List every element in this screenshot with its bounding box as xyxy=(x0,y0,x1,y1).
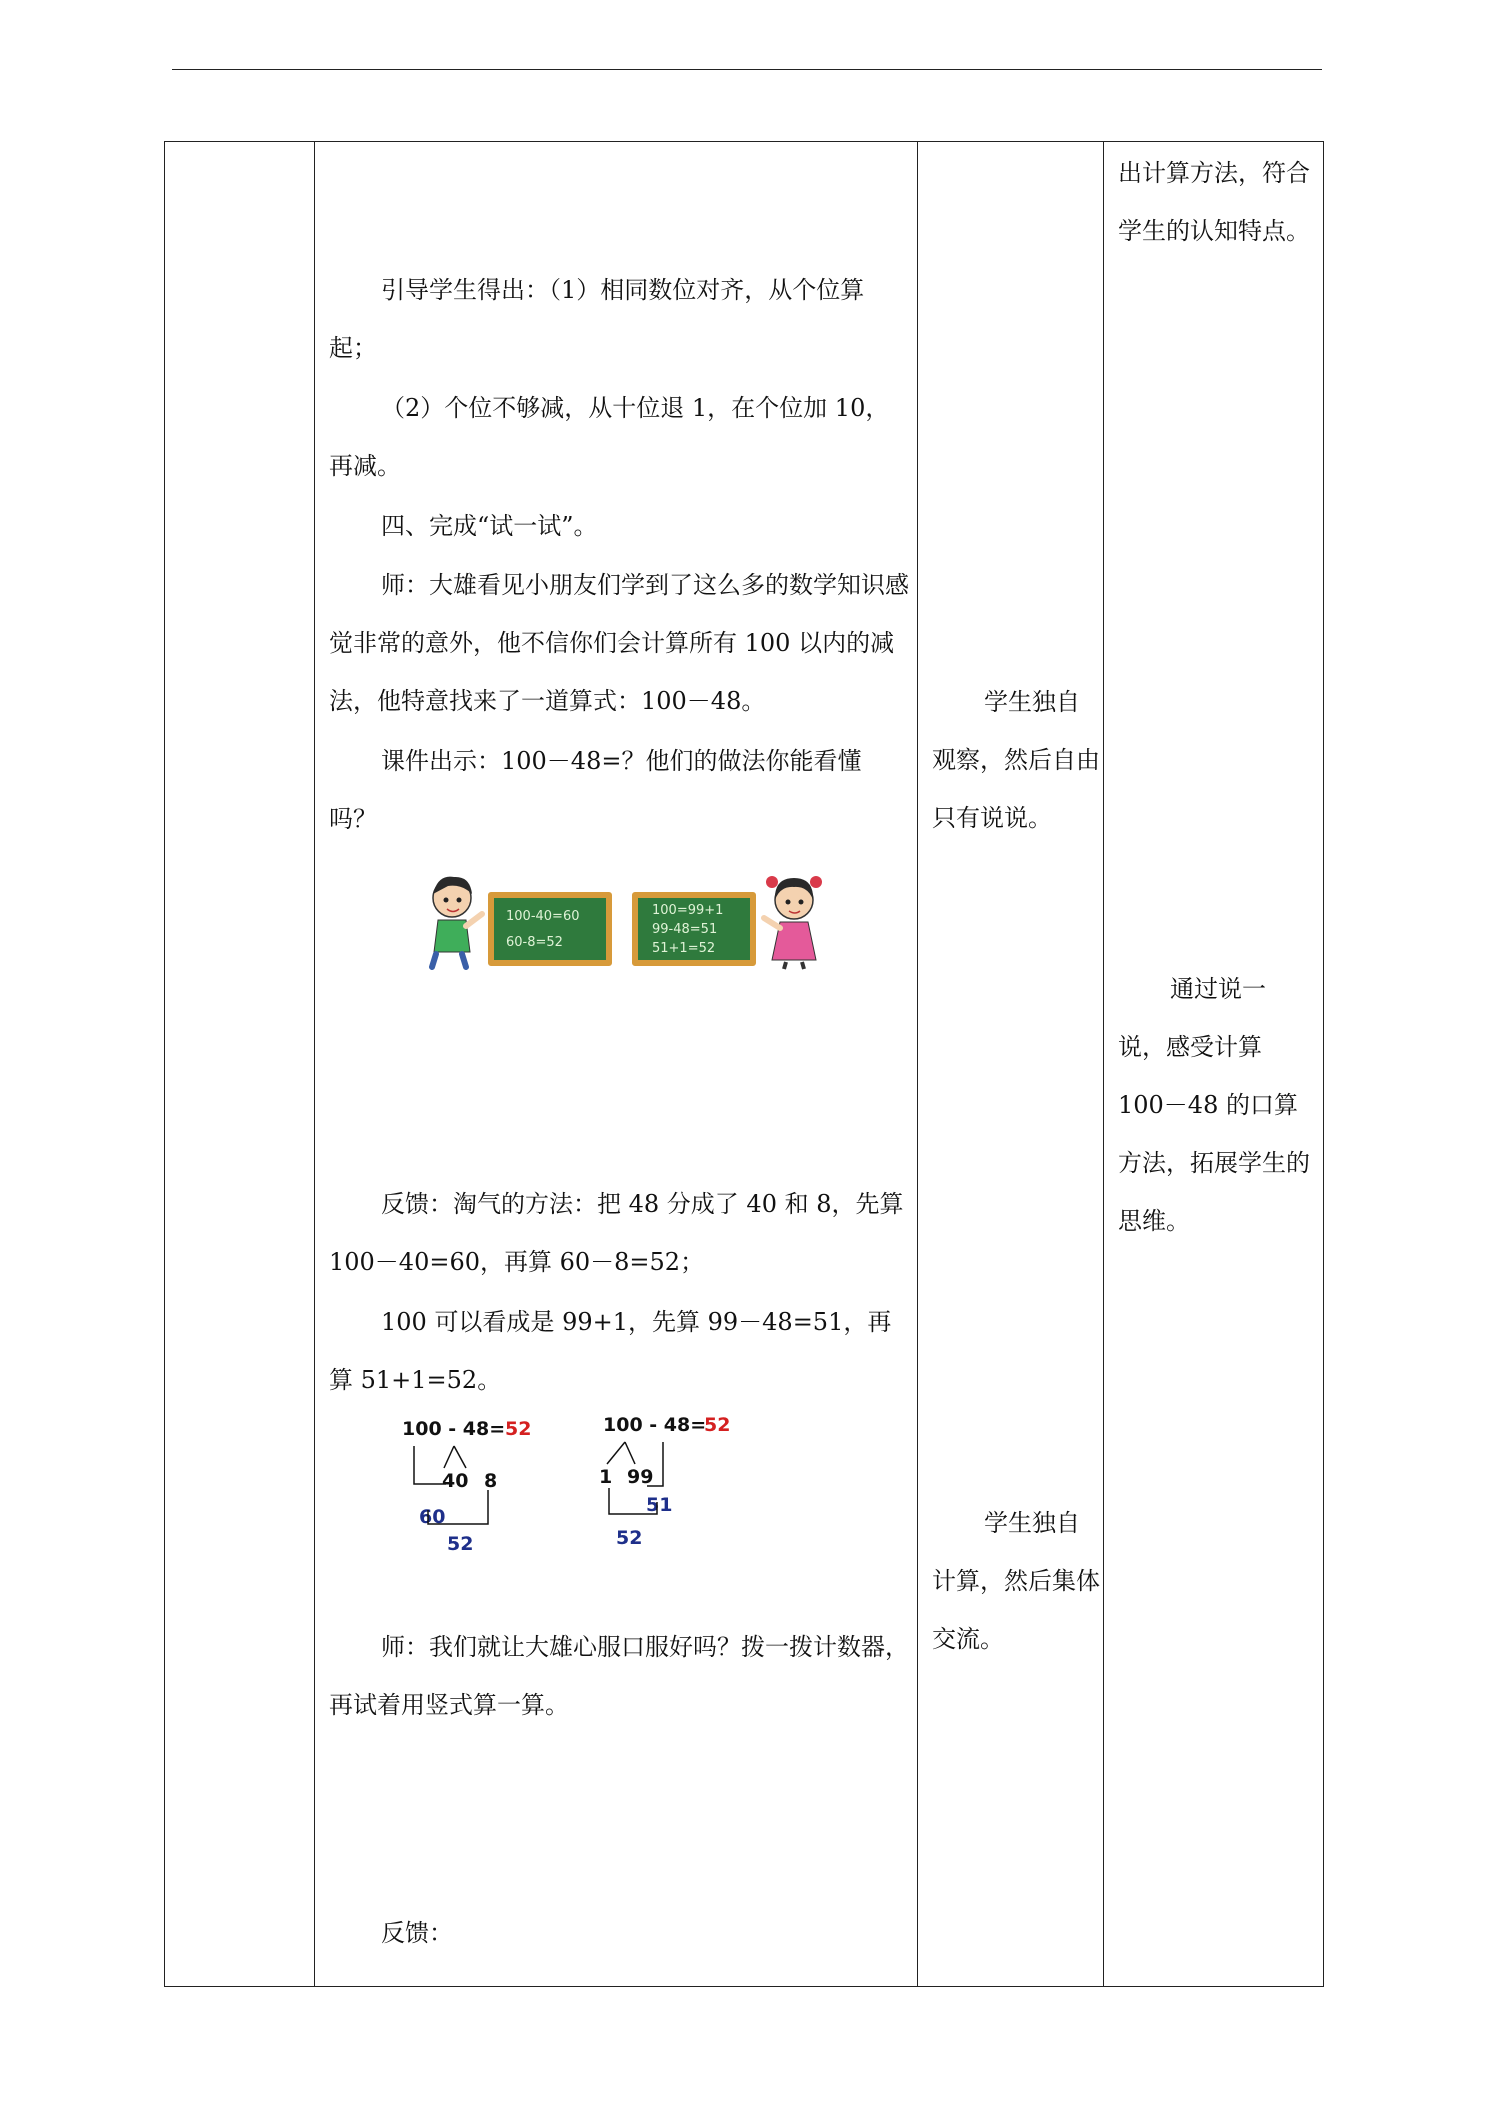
boy-figure xyxy=(418,870,488,970)
column-divider-2 xyxy=(917,141,918,1987)
chalkboard-2-line-2: 99-48=51 xyxy=(652,922,718,937)
character-illustration xyxy=(418,870,828,975)
design-note-2: 通过说一说，感受计算 100－48 的口算方法，拓展学生的思维。 xyxy=(1118,975,1310,1235)
diagram-1-step: 60 xyxy=(419,1506,446,1528)
section-heading-try: 四、完成“试一试”。 xyxy=(381,512,598,540)
diagram-2-step: 51 xyxy=(646,1494,673,1516)
diagram-2-lines xyxy=(595,1436,705,1536)
diagram-1-result: 52 xyxy=(505,1418,532,1440)
teacher-instruction: 师：我们就让大雄心服口服好吗？拨一拨计数器，再试着用竖式算一算。 xyxy=(329,1633,909,1719)
feedback-method-2: 100 可以看成是 99+1，先算 99－48=51，再算 51+1=52。 xyxy=(329,1308,892,1394)
chalkboard-1-line-2: 60-8=52 xyxy=(506,935,563,950)
column-divider-3 xyxy=(1103,141,1104,1987)
chalkboard-2-line-3: 51+1=52 xyxy=(652,941,716,956)
student-activity-1: 学生独自观察，然后自由只有说说。 xyxy=(932,688,1100,832)
courseware-question: 课件出示：100－48=？他们的做法你能看懂吗？ xyxy=(329,747,862,833)
diagram-1-expression: 100 - 48= xyxy=(402,1418,506,1440)
diagram-2-expression: 100 - 48= xyxy=(603,1414,707,1436)
chalkboard-1-line-1: 100-40=60 xyxy=(506,909,580,924)
diagram-1-part-8: 8 xyxy=(484,1470,498,1492)
diagram-1-final: 52 xyxy=(447,1533,474,1555)
teacher-intro: 师：大雄看见小朋友们学到了这么多的数学知识感觉非常的意外，他不信你们会计算所有 100 以内的减法，他特意找来了一道算式：100－48。 xyxy=(329,571,909,715)
diagram-1-lines xyxy=(400,1440,510,1545)
student-activity-2: 学生独自计算，然后集体交流。 xyxy=(932,1509,1100,1653)
column-divider-1 xyxy=(314,141,315,1987)
diagram-2-part-1: 1 xyxy=(599,1466,613,1488)
chalkboard-2-line-1: 100=99+1 xyxy=(652,903,724,918)
header-rule xyxy=(172,69,1322,70)
guide-conclusion-2: （2）个位不够减，从十位退 1，在个位加 10，再减。 xyxy=(329,394,890,480)
girl-figure xyxy=(758,870,828,970)
diagram-2-part-99: 99 xyxy=(627,1466,654,1488)
feedback-method-1: 反馈：淘气的方法：把 48 分成了 40 和 8，先算 100－40=60，再算 60－8=52； xyxy=(329,1190,912,1276)
feedback-label: 反馈： xyxy=(381,1919,453,1947)
diagram-2-final: 52 xyxy=(616,1527,643,1549)
chalkboard-2 xyxy=(632,892,756,966)
design-note-1: 出计算方法，符合学生的认知特点。 xyxy=(1118,159,1310,245)
diagram-1-part-40: 40 xyxy=(442,1470,469,1492)
chalkboard-1 xyxy=(488,892,612,966)
diagram-2-result: 52 xyxy=(704,1414,731,1436)
guide-conclusion-1: 引导学生得出：（1）相同数位对齐，从个位算起； xyxy=(329,276,865,362)
